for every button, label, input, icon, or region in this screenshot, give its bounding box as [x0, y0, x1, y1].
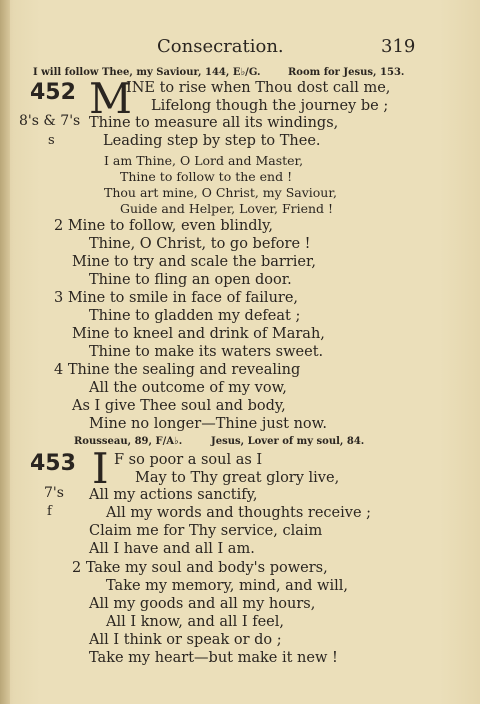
tune-reference-right: Jesus, Lover of my soul, 84.	[211, 436, 365, 447]
verse-line: All my goods and all my hours,	[89, 596, 316, 612]
verse-line: All I know, and all I feel,	[106, 614, 284, 630]
verse-line: All my words and thoughts receive ;	[106, 505, 372, 521]
verse-line: 4 Thine the sealing and revealing	[54, 362, 301, 378]
tune-reference-left: Rousseau, 89, F/A♭.	[74, 436, 183, 447]
verse-line: Claim me for Thy service, claim	[89, 523, 323, 539]
verse-line: As I give Thee soul and body,	[72, 398, 286, 414]
chorus-line: Guide and Helper, Lover, Friend !	[120, 201, 334, 216]
verse-line: All I have and all I am.	[89, 541, 255, 557]
drop-cap: M	[89, 74, 133, 123]
verse-line: Mine no longer—Thine just now.	[89, 416, 327, 432]
verse-line: Take my memory, mind, and will,	[106, 578, 348, 594]
hymn-number: 453	[30, 451, 76, 476]
verse-line: Mine to try and scale the barrier,	[72, 254, 316, 270]
verse-line: 3 Mine to smile in face of failure,	[54, 290, 299, 306]
verse-line: 2 Mine to follow, even blindly,	[54, 218, 274, 234]
verse-line: F so poor a soul as I	[114, 452, 263, 468]
verse-line: Lifelong though the journey be ;	[151, 98, 389, 114]
verse-line: Thine to fling an open door.	[89, 272, 292, 288]
verse-line: Thine to measure all its windings,	[89, 115, 339, 131]
drop-cap: I	[92, 444, 109, 493]
verse-line: All I think or speak or do ;	[89, 632, 282, 648]
meter: 8's & 7's	[19, 113, 81, 129]
verse-line: All my actions sanctify,	[89, 487, 258, 503]
verse-line: Thine to gladden my defeat ;	[89, 308, 301, 324]
verse-line: Take my heart—but make it new !	[89, 650, 338, 666]
tune-reference-left: I will follow Thee, my Saviour, 144, E♭/G.	[33, 67, 261, 78]
verse-line: All the outcome of my vow,	[89, 380, 287, 396]
verse-line: May to Thy great glory live,	[135, 470, 340, 486]
chorus-line: Thine to follow to the end !	[120, 169, 293, 184]
chorus-line: I am Thine, O Lord and Master,	[104, 153, 304, 168]
meter: 7's	[44, 485, 64, 501]
page-title: Consecration.	[157, 36, 284, 57]
verse-line: Mine to kneel and drink of Marah,	[72, 326, 325, 342]
chorus-line: Thou art mine, O Christ, my Saviour,	[104, 185, 337, 200]
verse-line: Leading step by step to Thee.	[103, 133, 321, 149]
tune-reference-right: Room for Jesus, 153.	[288, 67, 405, 78]
page-number: 319	[381, 36, 416, 57]
hymn-number: 452	[30, 80, 76, 105]
verse-line: Thine to make its waters sweet.	[89, 344, 324, 360]
verse-line: 2 Take my soul and body's powers,	[72, 560, 328, 576]
dynamic-marking: f	[47, 504, 52, 519]
book-spine-shadow	[0, 0, 10, 704]
verse-line: INE to rise when Thou dost call me,	[126, 80, 391, 96]
verse-line: Thine, O Christ, to go before !	[89, 236, 311, 252]
dynamic-marking: s	[48, 133, 55, 148]
